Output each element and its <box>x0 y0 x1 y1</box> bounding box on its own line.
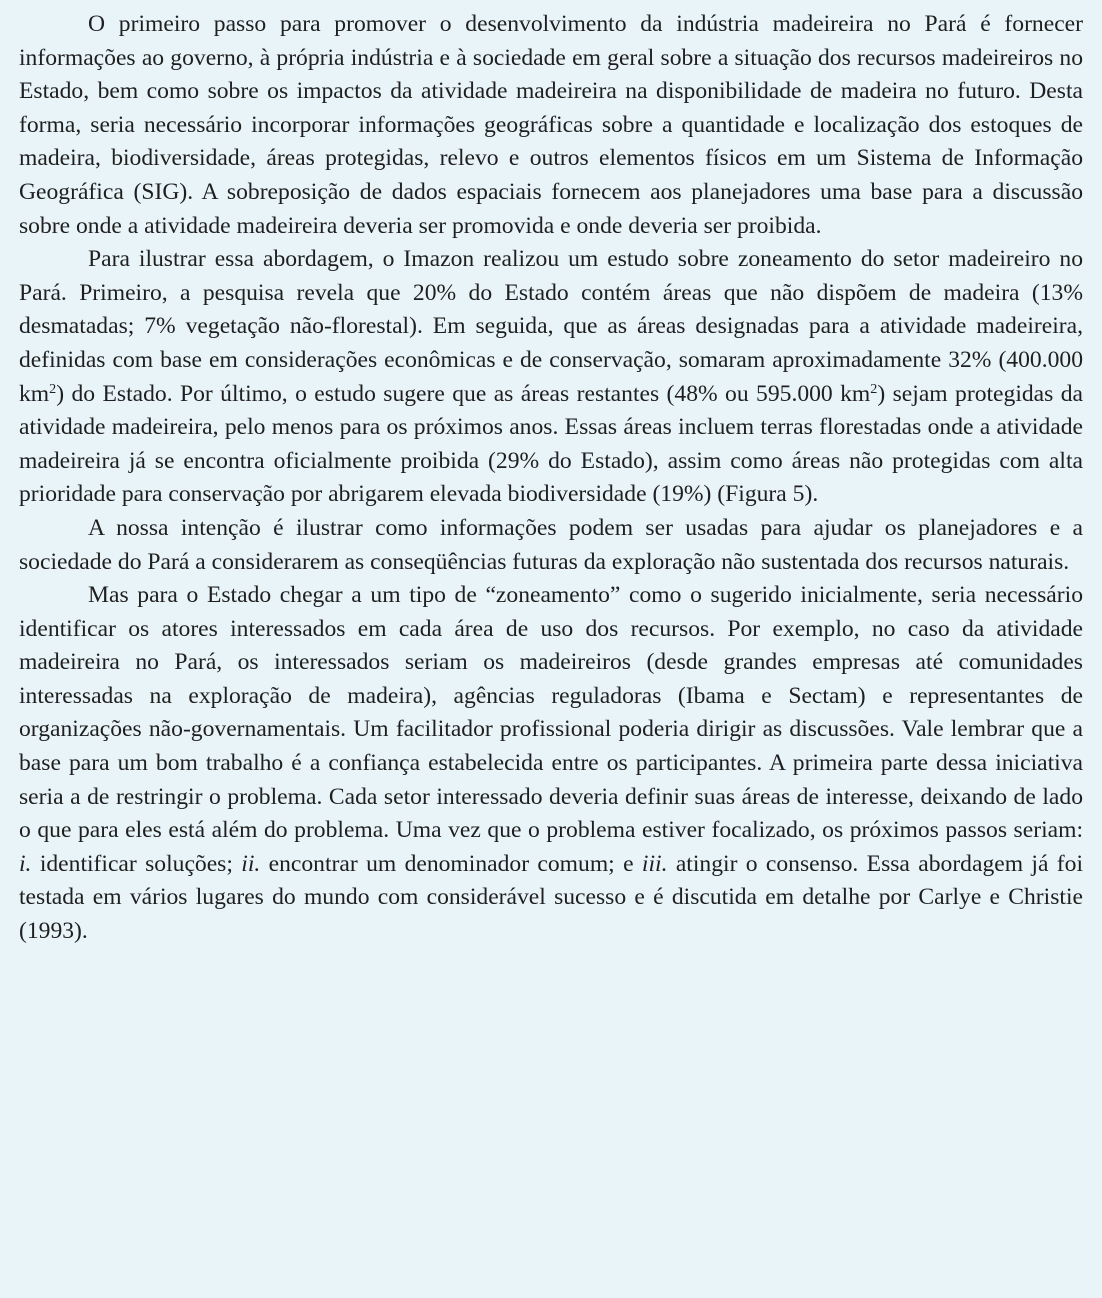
list-marker-i: i. <box>19 850 32 877</box>
paragraph-2-text-c: ) sejam protegidas da atividade madeireira, pelo menos para os próximos anos. Essas áreas incluem terras florestadas onde a atividade madeireira já se encontra oficialmente proibida (29% do Estado), assim como áreas não protegidas com alta prioridade para conservação por abrigarem elevada biodiversidade (19%) (Figura 5). <box>19 380 1083 508</box>
paragraph-1-text: O primeiro passo para promover o desenvolvimento da indústria madeireira no Pará é fornecer informações ao governo, à própria indústria e à sociedade em geral sobre a situação dos recursos madeireiros no Estado, bem como sobre os impactos da atividade madeireira na disponibilidade de madeira no futuro. Desta forma, seria necessário incorporar informações geográficas sobre a quantidade e localização dos estoques de madeira, biodiversidade, áreas protegidas, relevo e outros elementos físicos em um Sistema de Informação Geográfica (SIG). A sobreposição de dados espaciais fornecem aos planejadores uma base para a discussão sobre onde a atividade madeireira deveria ser promovida e onde deveria ser proibida. <box>19 11 1083 239</box>
paragraph-4-text-a: Mas para o Estado chegar a um tipo de “zoneamento” como o sugerido inicialmente, seria necessário identificar os atores interessados em cada área de uso dos recursos. Por exemplo, no caso da atividade madeireira no Pará, os interessados seriam os madeireiros (desde grandes empresas até comunidades interessadas na exploração de madeira), agências reguladoras (Ibama e Sectam) e representantes de organizações não-governamentais. Um facilitador profissional poderia dirigir as discussões. Vale lembrar que a base para um bom trabalho é a confiança estabelecida entre os participantes. A primeira parte dessa iniciativa seria a de restringir o problema. Cada setor interessado deveria definir suas áreas de interesse, deixando de lado o que para eles está além do problema. Uma vez que o problema estiver focalizado, os próximos passos seriam: <box>19 582 1083 844</box>
paragraph-2-text-b: ) do Estado. Por último, o estudo sugere que as áreas restantes (48% ou 595.000 km <box>56 380 871 407</box>
paragraph-3-text: A nossa intenção é ilustrar como informações podem ser usadas para ajudar os planejadores e a sociedade do Pará a considerarem as conseqüências futuras da exploração não sustentada dos recursos naturais. <box>19 514 1083 575</box>
list-marker-iii: iii. <box>641 850 668 877</box>
paragraph-4-text-b: identificar soluções; <box>31 850 242 877</box>
paragraph-2-text-a: Para ilustrar essa abordagem, o Imazon realizou um estudo sobre zoneamento do setor madeireiro no Pará. Primeiro, a pesquisa revela que 20% do Estado contém áreas que não dispõem de madeira (13% desmatadas; 7% vegetação não-florestal). Em seguida, que as áreas designadas para a atividade madeireira, definidas com base em considerações econômicas e de conservação, somaram aproximadamente 32% (400.000 km <box>19 246 1083 407</box>
list-marker-ii: ii. <box>241 850 261 877</box>
superscript-2: 2 <box>870 380 878 397</box>
paragraph-3 <box>19 512 1083 579</box>
paragraph-4-text-c: encontrar um denominador comum; e <box>260 850 642 877</box>
paragraph-2 <box>19 243 1083 512</box>
paragraph-4 <box>19 579 1083 949</box>
superscript-2: 2 <box>49 380 57 397</box>
paragraph-1 <box>19 8 1083 243</box>
paragraph-4-text-d: atingir o consenso. Essa abordagem já foi testada em vários lugares do mundo com considerável sucesso e é discutida em detalhe por Carlye e Christie (1993). <box>19 850 1083 945</box>
